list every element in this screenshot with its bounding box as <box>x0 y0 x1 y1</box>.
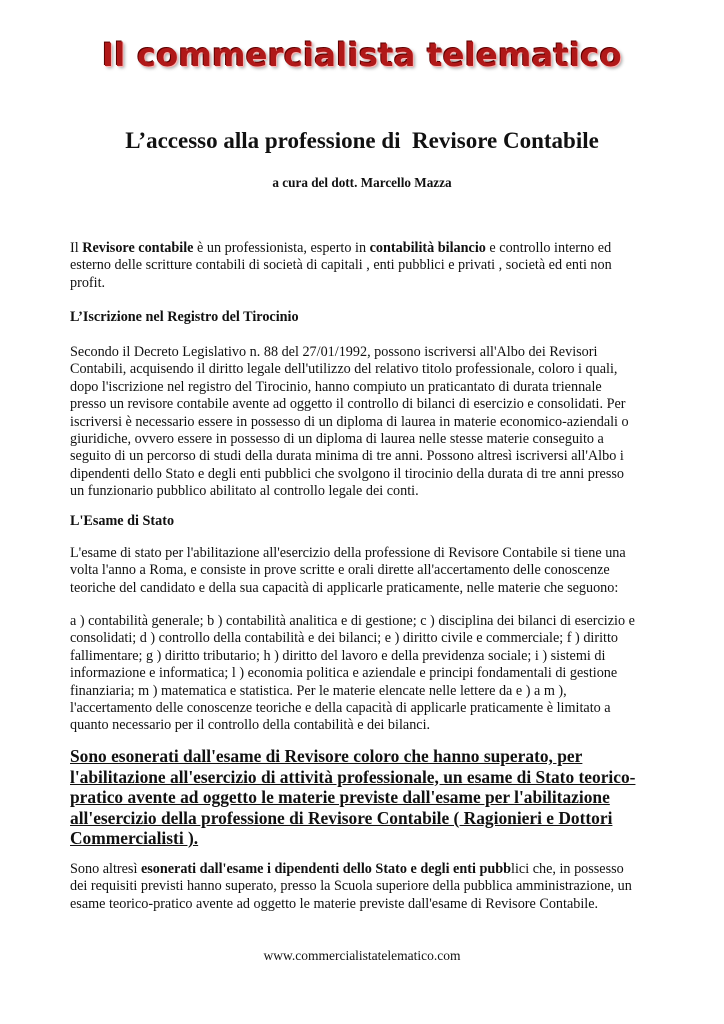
paragraph-line: finanziaria; m ) matematica e statistica. Per le materie elencate nelle lettere da e ) a m ), <box>70 682 567 699</box>
esame-paragraph <box>70 545 656 597</box>
paragraph-line: l'accertamento delle conoscenze teoriche e della capacità di applicarle praticamente è limitato a <box>70 700 611 717</box>
tirocinio-paragraph <box>70 344 656 501</box>
paragraph-line: seguito di un percorso di studi della durata minima di tre anni. Possono altresì iscriversi all'Albo i <box>70 448 624 465</box>
exemption-line: l'abilitazione all'esercizio di attività professionale, un esame di Stato teorico- <box>70 766 636 787</box>
section-heading-esame: L'Esame di Stato <box>70 513 175 529</box>
closing-line <box>70 861 656 878</box>
closing-line: dei requisiti previsti hanno superato, presso la Scuola superiore della pubblica amministrazione, un <box>70 878 632 895</box>
paragraph-line: dopo l'iscrizione nel registro del Tirocinio, hanno compiuto un praticantato di durata triennale <box>70 378 602 395</box>
footer-url: www.commercialistatelematico.com <box>263 948 461 963</box>
paragraph-line: consolidati; d ) controllo della contabilità e dei bilanci; e ) diritto civile e commerciale; f ) diritto <box>70 630 619 647</box>
intro-line: profit. <box>70 274 106 291</box>
closing-bold: esonerati dall'esame i dipendenti dello Stato e degli enti pubb <box>140 861 512 877</box>
paragraph-line: iscriversi è necessario essere in possesso di un diploma di laurea in materie economico-aziendali o <box>70 413 629 430</box>
exemption-paragraph <box>70 746 660 849</box>
materie-paragraph <box>70 613 656 735</box>
intro-text: è un professionista, esperto in <box>193 240 370 256</box>
paragraph-line: teoriche del candidato e della sua capacità di applicarle praticamente, nelle materie che seguono: <box>70 579 619 596</box>
intro-text: e controllo interno ed <box>485 240 612 256</box>
intro-bold-revisore: Revisore contabile <box>82 240 194 256</box>
intro-bold-contabilita: contabilità bilancio <box>369 240 486 256</box>
intro-line <box>70 240 656 257</box>
closing-text: Sono altresì <box>70 861 141 877</box>
section-heading-tirocinio: L’Iscrizione nel Registro del Tirocinio <box>70 309 299 325</box>
exemption-line: Commercialisti ). <box>70 828 199 848</box>
paragraph-line: Secondo il Decreto Legislativo n. 88 del 27/01/1992, possono iscriversi all'Albo dei Revisori <box>70 344 598 360</box>
exemption-line: Sono esonerati dall'esame di Revisore coloro che hanno superato, per <box>70 746 583 766</box>
exemption-line: all'esercizio della professione di Revisore Contabile ( Ragionieri e Dottori <box>70 807 613 828</box>
paragraph-line: Contabili, acquisendo il diritto legale dell'utilizzo del relativo titolo professionale, coloro i quali, <box>70 361 618 378</box>
paragraph-line: giuridiche, ovvero essere in possesso di un diploma di laurea nelle stesse materie conseguito a <box>70 431 604 448</box>
paragraph-line: dipendenti dello Stato e degli enti pubblici che svolgono il tirocinio della durata di tre anni presso <box>70 465 624 482</box>
closing-paragraph <box>70 861 656 913</box>
paragraph-line: volta l'anno a Roma, e consiste in prove scritte e orali dirette all'accertamento delle conoscenze <box>70 562 610 579</box>
intro-text: Il <box>70 240 83 256</box>
closing-text: lici che, in possesso <box>511 861 624 877</box>
paragraph-line: L'esame di stato per l'abilitazione all'esercizio della professione di Revisore Contabile si tiene una <box>70 545 626 561</box>
exemption-line: pratico avente ad oggetto le materie previste dall'esame per l'abilitazione <box>70 787 610 807</box>
page-title: L’accesso alla professione di Revisore Contabile <box>125 128 599 153</box>
paragraph-line: quanto necessario per il controllo della contabilità e dei bilanci. <box>70 717 431 734</box>
intro-line: esterno delle scritture contabili di società di capitali , enti pubblici e privati , società ed enti non <box>70 257 612 274</box>
paragraph-line: a ) contabilità generale; b ) contabilità analitica e di gestione; c ) disciplina dei bilanci di esercizio e <box>70 613 635 629</box>
paragraph-line: un funzionario pubblico abilitato al controllo legale dei conti. <box>70 483 419 500</box>
paragraph-line: informazione e informatica; l ) economia politica e aziendale e principi fondamentali di gestione <box>70 665 618 682</box>
site-logo: Il commercialista telematico <box>102 36 622 74</box>
author-line: a cura del dott. Marcello Mazza <box>272 175 452 190</box>
closing-line: esame teorico-pratico avente ad oggetto le materie previste dall'esame di Revisore Contabile. <box>70 895 599 912</box>
intro-paragraph <box>70 240 656 292</box>
paragraph-line: presso un revisore contabile avente ad oggetto il controllo di bilanci di esercizio e consolidati. Per <box>70 396 626 413</box>
paragraph-line: fallimentare; g ) diritto tributario; h ) diritto del lavoro e della previdenza sociale; i ) sistemi di <box>70 647 606 664</box>
